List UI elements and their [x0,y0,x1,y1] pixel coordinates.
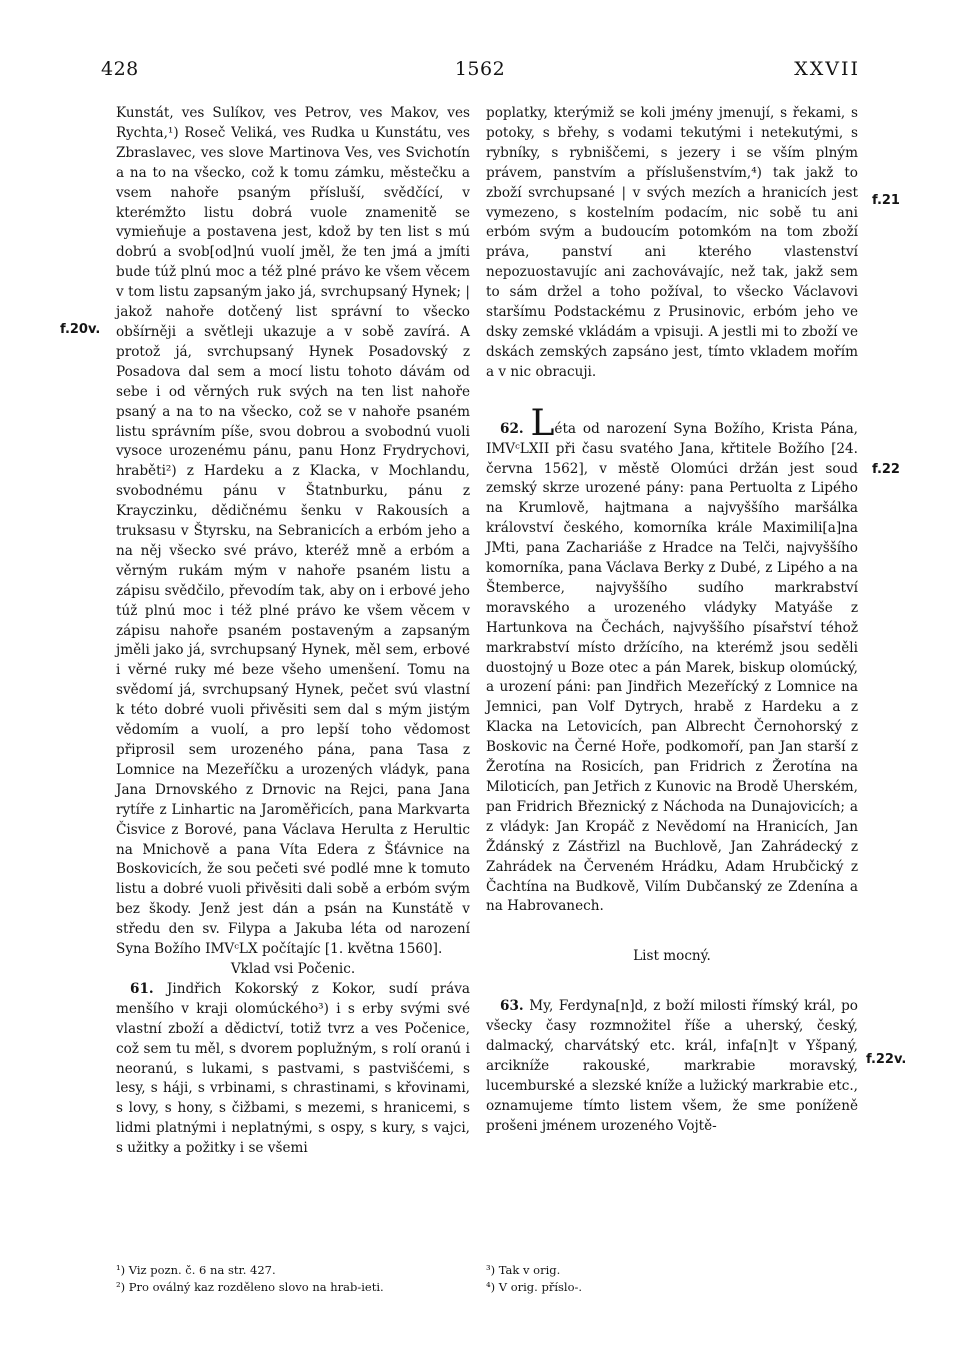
year-header: 1562 [454,58,506,80]
footnotes-left [116,1262,470,1296]
entry-62-text: éta od narození Syna Božího, Krista Pána, IMVᶜLXII při času svatého Jana, křtitele Božího [24. června 1562], v městě Olomúci držán jest soud zemský skrze urozené pány: pana Pertuolta z Lipého na Krumlově, hajtmana a najvyššího maršálka království českého, komorníka krále Maximili[a]na JMti, pana Zachariáše z Hradce na Telči, najvyššího komorníka, pana Václava Berky z Dubé, z Lipého a na Štemberce, najvyššího sudího markrabství moravského a urozeného vládyky Matyáše z Hartunkova na Čechách, najvyššího písařství téhož markrabství místo držícího, na kterémž jsou seděli duostojný u Boze otec a pán Marek, biskup olomúcký, a urození páni: pan Jindřich Mezeřícký z Lomnice na Jemnici, pan Volf Dytrych, hrabě z Hardeku a z Klacka na Letovicích, pan Albrecht Černohorský z Boskovic na Černé Hoře, podkomoří, pan Jan starší z Žerotína na Rosicích, pan Fridrich z Žerotína na Miloticích, pan Jetřich z Kunovic na Brodě Uherském, pan Fridrich Březnický z Náchoda na Dunajovicích; a z vládyk: Jan Kropáč z Nevědomí na Hranicích, Jan Ždánský z Zástřizl na Buchlově, Jan Zahrádecký z Zahrádek na Červeném Hrádku, Adam Hrubčický z Čachtína na Budkově, Vilím Dubčanský ze Zdenína a na Habrovanech. [486,420,859,915]
entry-61 [116,980,470,1159]
margin-note-f22v: f.22v. [866,1052,907,1067]
footnote-1: ¹) Viz pozn. č. 6 na str. 427. [116,1263,276,1277]
footnotes-right [486,1262,858,1296]
entry-number-62: 62. [500,420,524,437]
entry-61-text: Jindřich Kokorský z Kokor, sudí práva menšího v kraji olomúckého³) i s erby svými své vlastní zboží a dědictví, totiž tvrz a ves Počenice, což sem tu měl, s dvorem poplužným, s rolí oranú i neoranú, s lukami, s pastvami, s pastvišćemi, s lesy, s háji, s vrbinami, s chrastinami, s křovinami, s lovy, s hony, s čižbami, s mezemi, s hranicemi, s lidmi platnými i neplatnými, s ospy, s kury, s vajci, s užitky a požitky i se všemi [116,980,470,1157]
section-heading-vklad: Vklad vsi Počenic. [230,960,356,977]
right-paragraph-continued: poplatky, kterýmiž se koli jmény jmenují, s řekami, s potoky, s břehy, s vodami tekutými i netekutými, s rybníky, s rybniščemi, s jezery i se vším plným právem, panstvím a příslušenstvím,⁴) tak jakž to zboží svrchupsané | v svých mezích a hranicích jest vymezeno, s kostelním podacím, nic sobě tu ani erbóm svým a budoucím potomkóm na tom zboží práva, panství ani kterého vlastenství nepozuostavujíc ani zachovávajíc, než tak, jakž sem to sám držel a toho požíval, to všecko Václavovi staršímu Podstackému z Prusinovic, erbóm jeho ve dsky zemské vkládám a vpisuji. A jestli mi to zboží ve dskách zemských zapsáno jest, tímto vkladem mořím a v nic obracuji. [486,105,858,380]
left-paragraph-continued: Kunstát, ves Sulíkov, ves Petrov, ves Makov, ves Rychta,¹) Roseč Veliká, ves Rudka u Kunstátu, ves Zbraslavec, ves slove Martinova Ves, ves Svichotín a na to na všecko, což k tomu zámku, městečku a vsem nahoře psaným přísluší, svědčící, v kterémžto listu dobrá vuole znamenitě se vymieňuje a postavena jest, kdož by ten list s mú dobrú a svob[od]nú vuolí jměl, že ten jmá a jmíti bude túž plnú moc a též plné právo ke všem věcem v tom listu zapsaným jako já, svrchupsaný Hynek; | jakož nahoře dotčený list správní to všecko obšírněji a světleji ukazuje a v sobě zavírá. A protož já, svrchupsaný Hynek Posadovský z Posadova dal sem a mocí listu tohoto dávám od sebe i od věrných ruk svých na ten list nahoře psaný a na to na všecko, což se v nahoře psaném listu správním píše, svou dobrou a svobodnú vuoli vysoce urozenému pánu, panu Honz Frydrychovi, hraběti²) z Hardeku a z Klacka, v Mochlandu, svobodnému pánu v Štatnburku, pánu z Krayczinku, dědičnému šenku v Rakousích a truksasu v Štyrsku, na Sebranicích a erbóm jeho a na něj všecko své právo, kteréž mně a erbóm a věrným rukám mým v nahoře psaném listu a zápisu svědčilo, převodím tak, aby on i erbové jeho túž plnú moc i též plné právo ke všem věcem v zápisu nahoře psaném postaveným a zapsaným jměli jako já, svrchupsaný Hynek, měl sem, erbové i věrné ruky mé beze všeho umenšení. Tomu na svědomí já, svrchupsaný Hynek, pečet svú vlastní k této dobré vuoli přivěsiti sem dal s mým jistým vědomím a vuolí, a pro lepší toho vědomost připrosil sem urozeného pána, pana Tasa z Lomnice na Mezeříčku a urozených vládyk, pana Jana Drnovského z Drnovic na Rejci, pana Jana rytíře z Linhartic na Jaroměřicích, pana Markvarta Čisvice z Borové, pana Václava Herulta z Herultic na Mnichově a pana Víta Edera z Šťávnice na Boskovicích, že sou pečeti své podlé mne k tomuto listu a dobré vuoli přivěsiti dali sobě a erbóm svým bez škody. Jenž jest dán a psán na Kunstátě v středu den sv. Filypa a Jakuba léta od narození Syna Božího IMVᶜLX počítajíc [1. května 1560]. [116,105,470,958]
initial-letter-l: L [530,402,555,444]
entry-63 [486,997,858,1136]
entry-number-61: 61. [130,980,154,997]
page-number: 428 [101,58,139,80]
entry-number-63: 63. [500,998,524,1015]
margin-note-f20v: f.20v. [60,322,101,337]
footnote-2: ²) Pro oválný kaz rozděleno slovo na hrab-ieti. [116,1280,384,1294]
footnote-3: ³) Tak v orig. [486,1263,561,1277]
margin-note-f22: f.22 [872,462,900,477]
left-column [116,104,470,1159]
volume-header: XXVII [794,58,860,80]
right-column [486,104,858,1137]
section-heading-list-mocny: List mocný. [633,948,711,965]
footnote-4: ⁴) V orig. příslo-. [486,1280,583,1294]
margin-note-f21: f.21 [872,193,900,208]
entry-62 [486,402,859,918]
entry-63-text: My, Ferdyna[n]d, z boží milosti římský král, po všecky časy rozmnožitel říše a uherský, český, dalmacký, charvátský etc. král, infa[n]t v Yšpaný, arcikníže rakouské, markrabie moravský, lucemburské a slezské kníže a lužický markrabie etc., oznamujeme tímto listem všem, že sme poníženě prošeni jménem urozeného Vojtě- [486,998,858,1134]
